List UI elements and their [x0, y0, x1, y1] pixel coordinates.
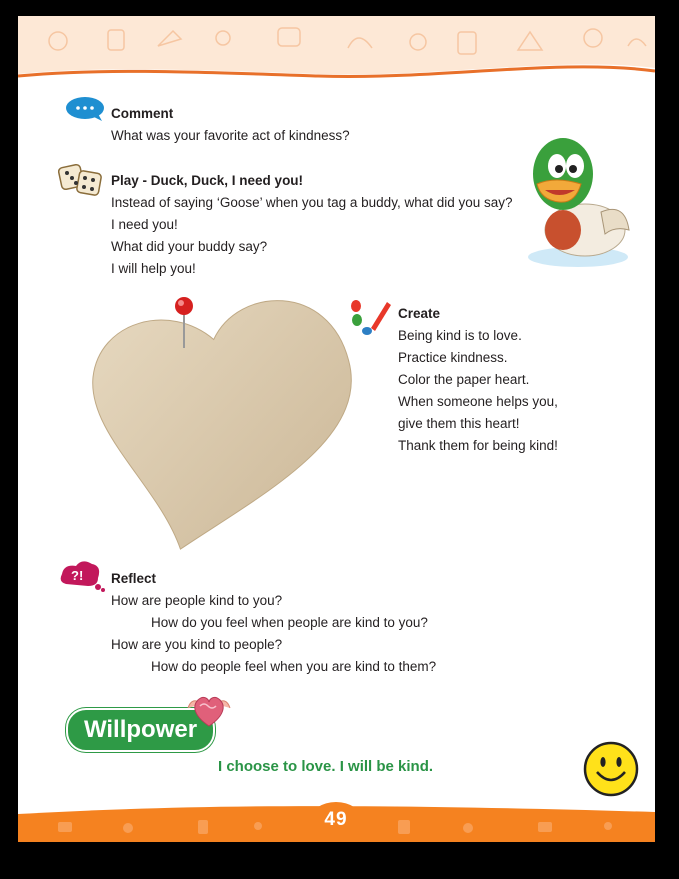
willpower-badge: Willpower — [66, 708, 215, 752]
svg-text:?!: ?! — [71, 568, 84, 583]
reflect-line: How do you feel when people are kind to you? — [151, 615, 428, 630]
reflect-heading: Reflect — [111, 571, 157, 586]
play-line: I need you! — [111, 217, 178, 232]
play-line: I will help you! — [111, 261, 196, 276]
header-doodle-band — [18, 16, 655, 86]
comment-text: What was your favorite act of kindness? — [111, 128, 350, 143]
create-line: When someone helps you, — [398, 394, 558, 409]
create-line: Being kind is to love. — [398, 328, 522, 343]
paint-palette-icon — [349, 298, 391, 336]
create-heading: Create — [398, 306, 441, 321]
speech-bubble-icon — [64, 96, 106, 122]
willpower-motto: I choose to love. I will be kind. — [218, 758, 434, 775]
create-line: Color the paper heart. — [398, 372, 530, 387]
smiley-face-icon — [582, 740, 640, 798]
brain-heart-icon — [184, 692, 234, 728]
play-heading: Play - Duck, Duck, I need you! — [111, 173, 304, 188]
play-line: Instead of saying ‘Goose’ when you tag a buddy, what did you say? — [111, 195, 513, 210]
reflect-line: How are you kind to people? — [111, 637, 283, 652]
workbook-page — [18, 16, 655, 842]
duck-mascot — [523, 112, 633, 272]
page-number: 49 — [324, 809, 348, 830]
create-line: Practice kindness. — [398, 350, 508, 365]
dice-icon — [58, 162, 104, 196]
reflect-line: How are people kind to you? — [111, 593, 283, 608]
paper-heart-with-pin — [92, 268, 382, 568]
question-cloud-icon — [58, 560, 106, 592]
reflect-line: How do people feel when you are kind to them? — [151, 659, 437, 674]
create-line: give them this heart! — [398, 416, 520, 431]
comment-heading: Comment — [111, 106, 174, 121]
create-line: Thank them for being kind! — [398, 438, 558, 453]
play-line: What did your buddy say? — [111, 239, 268, 254]
